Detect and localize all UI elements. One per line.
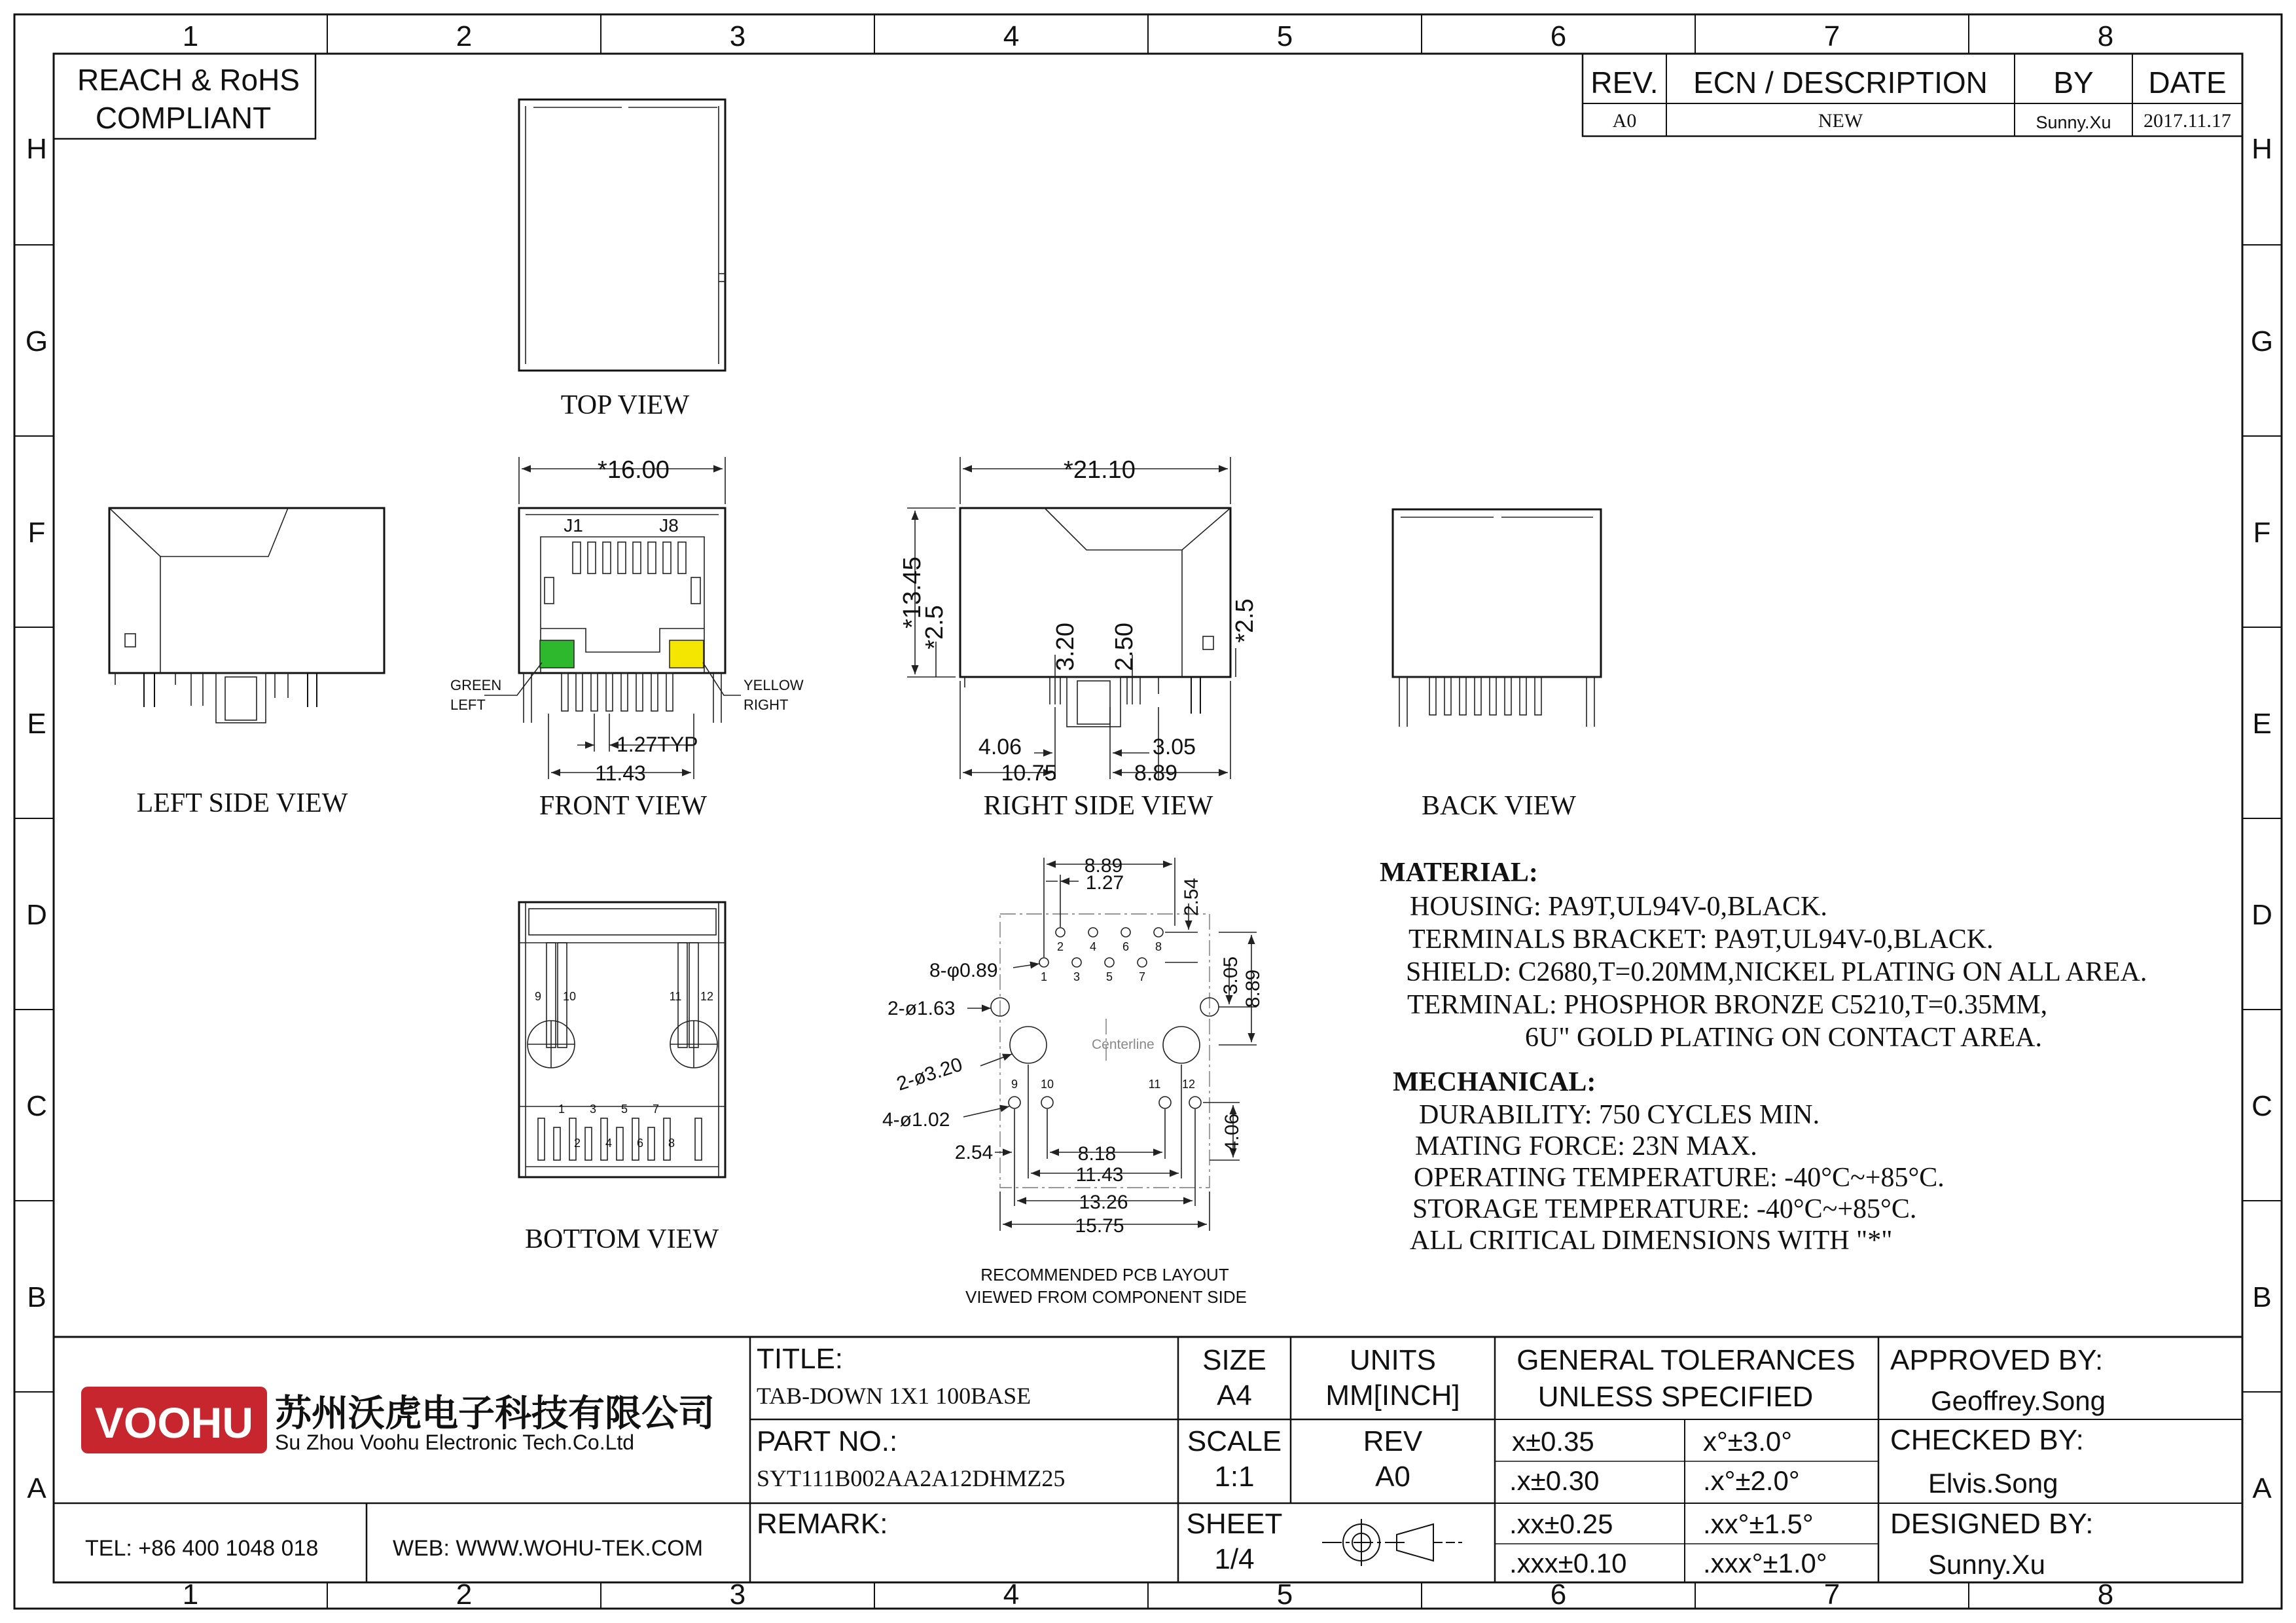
column-label-bottom: 3 [729,1578,746,1611]
pcb-dim-8-18: 8.18 [1077,1143,1117,1165]
row-label-right: C [2251,1090,2272,1122]
row-label-left: F [27,517,46,549]
pcb-dim-2-54-bottom: 2.54 [954,1142,994,1163]
revision-header-rev: REV. [1590,65,1659,100]
revision-rev-value: A0 [1612,110,1637,132]
bottom-pin-5: 5 [620,1103,628,1116]
voohu-logo: VOOHU [94,1398,254,1447]
bottom-view-label: BOTTOM VIEW [525,1224,719,1254]
compliance-line-1: REACH & RoHS [77,63,300,97]
material-heading: MATERIAL: [1380,858,1538,888]
row-label-right: F [2253,517,2271,549]
column-label-top: 7 [1823,20,1840,52]
bottom-pin-2: 2 [573,1137,581,1150]
material-line: 6U" GOLD PLATING ON CONTACT AREA. [1525,1023,2043,1053]
j1-label: J1 [564,515,583,536]
pcb-dim-13-26: 13.26 [1079,1192,1128,1213]
notes [1380,858,2147,1256]
revision-header-date: DATE [2148,65,2227,100]
pcb-dim-15-75: 15.75 [1075,1215,1124,1237]
title-label: TITLE: [757,1343,844,1375]
material-line: TERMINALS BRACKET: PA9T,UL94V-0,BLACK. [1408,924,1994,955]
right-dim-3-05: 3.05 [1152,735,1196,759]
j8-label: J8 [659,515,679,536]
tolerance-linear: .xxx±0.10 [1509,1548,1627,1578]
pcb-dim-8-89-side: 8.89 [1242,969,1264,1008]
column-label-bottom: 6 [1550,1578,1567,1611]
column-label-bottom: 7 [1823,1578,1840,1611]
bottom-pin-10: 10 [562,990,577,1003]
pcb-caption-line-2: VIEWED FROM COMPONENT SIDE [965,1287,1247,1307]
front-width-dimension: *16.00 [598,456,670,484]
right-height-dimension: *13.45 [899,556,926,629]
pcb-dim-3-05: 3.05 [1220,956,1242,995]
row-label-left: C [26,1090,47,1122]
revision-by-value: Sunny.Xu [2036,113,2111,132]
mechanical-line: STORAGE TEMPERATURE: -40°C~+85°C. [1412,1194,1917,1224]
pcb-callout-small-holes: 8-φ0.89 [929,960,998,981]
top-view-label: TOP VIEW [560,390,690,420]
column-label-top: 8 [2097,20,2114,52]
title-block [54,1337,2242,1582]
row-label-left: E [27,708,46,740]
checked-by-value: Elvis.Song [1928,1468,2058,1499]
pcb-pin-8: 8 [1155,940,1162,953]
green-led-position: LEFT [450,697,486,713]
front-view [450,456,804,821]
green-led-label: GREEN [450,677,502,693]
third-angle-projection-icon [1322,1519,1462,1566]
row-label-left: D [26,899,47,931]
pcb-layout [882,855,1264,1307]
yellow-led-window [670,640,704,668]
company-telephone: TEL: +86 400 1048 018 [85,1536,319,1561]
right-dim-8-89: 8.89 [1134,761,1178,786]
pcb-dim-8-89-top: 8.89 [1084,855,1123,877]
right-side-view-label: RIGHT SIDE VIEW [983,791,1213,821]
pcb-pin-6: 6 [1122,940,1130,953]
company-website: WEB: WWW.WOHU-TEK.COM [393,1536,704,1561]
remark-label: REMARK: [757,1508,888,1540]
mechanical-heading: MECHANICAL: [1393,1067,1596,1097]
column-label-top: 6 [1550,20,1567,52]
column-label-top: 4 [1003,20,1020,52]
revision-header-description: ECN / DESCRIPTION [1693,65,1988,100]
pin-span-dimension: 11.43 [595,761,646,785]
title-value: TAB-DOWN 1X1 100BASE [757,1383,1031,1409]
sheet-label: SHEET [1186,1508,1283,1540]
tolerance-title-line-1: GENERAL TOLERANCES [1516,1344,1856,1376]
pcb-pin-9: 9 [1011,1078,1018,1091]
row-label-right: D [2251,899,2272,931]
size-label: SIZE [1202,1344,1266,1376]
mechanical-line: OPERATING TEMPERATURE: -40°C~+85°C. [1414,1163,1945,1193]
pcb-pin-10: 10 [1040,1078,1054,1091]
left-side-view [109,508,384,818]
checked-by-label: CHECKED BY: [1890,1424,2084,1456]
compliance-line-2: COMPLIANT [95,101,272,135]
pcb-callout-1-63-holes: 2-ø1.63 [888,998,956,1019]
approved-by-value: Geoffrey.Song [1931,1385,2106,1416]
revision-description-value: NEW [1818,110,1863,132]
front-view-label: FRONT VIEW [539,791,708,821]
tolerance-angular: .xxx°±1.0° [1703,1548,1827,1578]
pcb-pin-4: 4 [1089,940,1097,953]
approved-by-label: APPROVED BY: [1890,1344,2104,1376]
tolerance-angular: .xx°±1.5° [1703,1508,1814,1539]
sheet-value: 1/4 [1214,1543,1255,1575]
pcb-callout-1-02-holes: 4-ø1.02 [882,1109,950,1131]
bottom-pin-12: 12 [700,990,714,1003]
part-number-value: SYT111B002AA2A12DHMZ25 [757,1465,1066,1491]
pcb-pin-5: 5 [1105,970,1113,983]
bottom-view [519,902,725,1254]
pcb-pin-12: 12 [1181,1078,1196,1091]
pcb-pin-11: 11 [1148,1078,1161,1091]
units-label: UNITS [1350,1344,1436,1376]
company-name-english: Su Zhou Voohu Electronic Tech.Co.Ltd [275,1431,635,1454]
column-label-bottom: 4 [1003,1578,1020,1611]
bottom-pin-8: 8 [668,1137,675,1150]
pcb-pin-1: 1 [1040,970,1048,983]
company-name-chinese: 苏州沃虎电子科技有限公司 [275,1393,715,1434]
row-label-left: H [26,133,47,165]
pcb-callout-3-20-holes: 2-ø3.20 [893,1053,965,1095]
column-label-bottom: 5 [1276,1578,1293,1611]
tolerance-angular: x°±3.0° [1703,1426,1793,1457]
row-label-right: E [2252,708,2272,740]
column-label-bottom: 8 [2097,1578,2114,1611]
bottom-pin-3: 3 [589,1103,597,1116]
tolerance-title-line-2: UNLESS SPECIFIED [1537,1381,1814,1413]
row-label-right: B [2252,1281,2272,1313]
right-side-view [899,456,1259,821]
scale-label: SCALE [1187,1425,1282,1457]
tolerance-linear: .x±0.30 [1509,1465,1600,1496]
row-label-right: A [2252,1472,2272,1504]
rev-label: REV [1363,1425,1423,1457]
top-view [519,100,725,420]
material-line: TERMINAL: PHOSPHOR BRONZE C5210,T=0.35MM, [1407,990,2048,1020]
pcb-pin-3: 3 [1073,970,1081,983]
right-width-dimension: *21.10 [1064,456,1136,484]
column-label-bottom: 1 [182,1578,199,1611]
right-dim-3-20: 3.20 [1052,623,1079,671]
pcb-dim-11-43: 11.43 [1075,1164,1124,1186]
pcb-dim-4-06: 4.06 [1221,1113,1243,1152]
yellow-led-position: RIGHT [744,697,789,713]
right-dim-4-06: 4.06 [978,735,1022,759]
designed-by-value: Sunny.Xu [1928,1549,2046,1580]
pin-pitch-dimension: 1.27TYP [617,733,698,756]
material-line: HOUSING: PA9T,UL94V-0,BLACK. [1410,892,1827,922]
part-number-label: PART NO.: [757,1425,898,1457]
bottom-pin-11: 11 [669,990,682,1003]
scale-value: 1:1 [1214,1461,1255,1493]
bottom-pin-1: 1 [558,1103,565,1116]
pcb-dim-1-27: 1.27 [1085,872,1124,894]
row-label-right: G [2250,325,2274,357]
tolerance-linear: x±0.35 [1512,1426,1594,1457]
designed-by-label: DESIGNED BY: [1890,1508,2094,1540]
row-label-left: B [27,1281,46,1313]
pcb-pin-2: 2 [1056,940,1064,953]
pcb-pin-7: 7 [1138,970,1146,983]
right-dim-2-5-right: *2.5 [1231,598,1259,643]
size-value: A4 [1217,1379,1252,1412]
column-label-top: 3 [729,20,746,52]
row-label-right: H [2251,133,2272,165]
yellow-led-label: YELLOW [744,677,804,693]
tolerance-linear: .xx±0.25 [1509,1508,1613,1539]
mechanical-line: MATING FORCE: 23N MAX. [1415,1131,1757,1161]
rev-value: A0 [1375,1461,1410,1493]
back-view-label: BACK VIEW [1421,791,1577,821]
pcb-centerline-label: Centerline [1092,1037,1155,1052]
left-side-view-label: LEFT SIDE VIEW [136,788,348,818]
right-dim-2-5-left: *2.5 [921,605,948,649]
right-dim-2-50: 2.50 [1111,623,1138,671]
revision-date-value: 2017.11.17 [2144,110,2231,132]
column-label-top: 2 [456,20,473,52]
mechanical-line: DURABILITY: 750 CYCLES MIN. [1419,1100,1820,1130]
column-label-bottom: 2 [456,1578,473,1611]
bottom-pin-9: 9 [534,990,542,1003]
right-dim-10-75: 10.75 [1001,761,1057,786]
revision-table [1583,54,2242,136]
pcb-caption-line-1: RECOMMENDED PCB LAYOUT [980,1265,1229,1285]
column-label-top: 5 [1276,20,1293,52]
mechanical-line: ALL CRITICAL DIMENSIONS WITH "*" [1410,1226,1893,1256]
bottom-pin-4: 4 [605,1137,613,1150]
material-line: SHIELD: C2680,T=0.20MM,NICKEL PLATING ON ALL AREA. [1406,957,2147,987]
tolerance-angular: .x°±2.0° [1703,1465,1800,1496]
revision-header-by: BY [2053,65,2094,100]
column-label-top: 1 [182,20,199,52]
pcb-dim-2-54-side: 2.54 [1181,877,1202,917]
row-label-left: A [27,1472,46,1504]
row-label-left: G [25,325,48,357]
green-led-window [540,640,574,668]
units-value: MM[INCH] [1325,1379,1460,1412]
bottom-pin-6: 6 [636,1137,644,1150]
back-view [1393,509,1601,821]
bottom-pin-7: 7 [652,1103,660,1116]
compliance-box [54,54,315,139]
